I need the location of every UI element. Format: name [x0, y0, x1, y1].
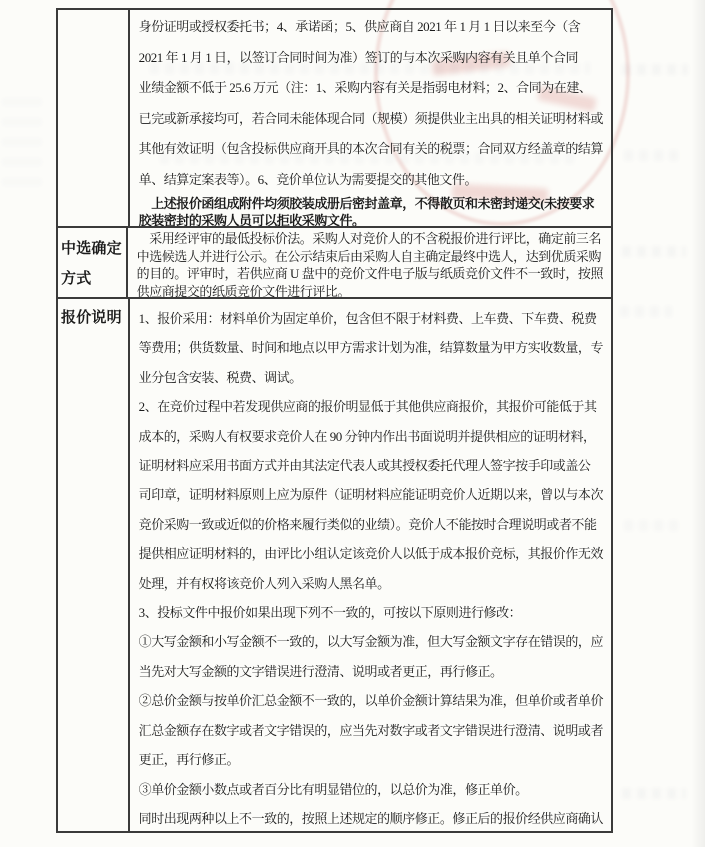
text-line: 供应商提交的纸质竞价文件进行评比。 [136, 283, 351, 299]
text-line: 已完或新承接均可，若合同未能体现合同（规模）须提供业主出具的相关证明材料或 [138, 110, 603, 126]
bleed-through-artifact [622, 246, 686, 257]
scan-edge-shade [691, 0, 705, 847]
text-line: 1、报价采用：材料单价为固定单价，包含但不限于材料费、上车费、下车费、税费 [138, 311, 597, 326]
bleed-through-artifact [624, 150, 684, 161]
paragraph-block-bold [139, 195, 603, 229]
bleed-through-artifact [2, 96, 42, 186]
text-line: 中选候选人并进行公示。在公示结束后由采购人自主确定最终中选人，达到优质采购 [136, 248, 602, 264]
row-content-cell [130, 299, 611, 833]
text-line: 同时出现两种以上不一致的，按照上述规定的顺序修正。修正后的报价经供应商确认 [138, 810, 603, 826]
bleed-through-artifact [620, 306, 672, 317]
procurement-table [56, 8, 613, 833]
paragraph-block [139, 304, 603, 833]
text-line: 2021 年 1 月 1 日，以签订合同时间为准）签订的与本次采购内容有关且单个合同 [138, 49, 578, 65]
row-content-cell [130, 10, 611, 226]
text-line: 单、结算定案表等）。6、竞价单位认为需要提交的其他文件。 [138, 171, 478, 187]
text-line: 提供相应证明材料的，由评比小组认定该竞价人以低于成本报价竞标，其报价作无效 [138, 546, 603, 562]
text-line: 业绩金额不低于 25.6 万元（注：1、采购内容有关是指弱电材料；2、合同为在建、 [138, 80, 592, 95]
text-line: 身份证明或授权委托书；4、承诺函；5、供应商自 2021 年 1 月 1 日以来至今（含 [138, 19, 581, 34]
text-line: 胶装密封的采购人员可以拒收采购文件。 [138, 213, 365, 228]
text-line: 当先对大写金额的文字错误进行澄清、说明或者更正，再行修正。 [138, 663, 503, 679]
text-line: 上述报价函组成附件均须胶装成册后密封盖章，不得散页和未密封递交(未按要求 [138, 196, 595, 211]
text-line: 证明材料应采用书面方式并由其法定代表人或其授权委托代理人签字按手印或盖公 [138, 458, 591, 474]
text-line: 成本的，采购人有权要求竞价人在 90 分钟内作出书面说明并提供相应的证明材料， [138, 428, 596, 444]
bleed-through-artifact [622, 64, 688, 75]
text-line: 采用经评审的最低投标价法。采购人对竞价人的不含税报价进行评比，确定前三名 [136, 231, 602, 246]
text-line: 的目的。评审时，若供应商 U 盘中的竞价文件电子版与纸质竞价文件不一致时，按照 [136, 266, 603, 281]
text-line: 其他有效证明（包含投标供应商开具的本次合同有关的税票；合同双方经盖章的结算 [138, 141, 603, 156]
text-line: 处理，并有权将该竞价人列入采购人黑名单。 [138, 575, 390, 591]
row-content-cell [128, 228, 611, 297]
text-line: 竞价采购一致或近似的价格来履行类似的业绩）。竞价人不能按时合理说明或者不能 [138, 516, 597, 532]
text-line: 3、投标文件中报价如果出现下列不一致的，可按以下原则进行修改： [138, 605, 522, 621]
paragraph-block [137, 230, 603, 300]
bleed-through-artifact [622, 788, 686, 799]
text-line: 司印章，证明材料原则上应为原件（证明材料应能证明竞价人近期以来，曾以与本次 [138, 487, 603, 503]
row-label-cell: 中选确定方式 [58, 228, 128, 297]
table-row-selection-method [58, 226, 611, 297]
text-line: ③单价金额小数点或者百分比有明显错位的，以总价为准，修正单价。 [138, 781, 528, 797]
bleed-through-artifact [624, 520, 682, 531]
table-row-quote-notes [58, 297, 611, 833]
text-line: 2、在竞价过程中若发现供应商的报价明显低于其他供应商报价，其报价可能低于其 [138, 399, 597, 415]
row-label-cell: 报价说明 [58, 299, 130, 833]
table-row-continuation [58, 10, 611, 226]
text-line: 业分包含安装、税费、调试。 [138, 369, 302, 385]
paragraph-block [139, 12, 603, 195]
text-line: ②总价金额与按单价汇总金额不一致的，以单价金额计算结果为准，但单价或者单价 [138, 693, 603, 709]
text-line: 汇总金额存在数字或者文字错误的，应当先对数字或者文字错误进行澄清、说明或者 [138, 722, 603, 738]
row-label-cell [58, 10, 130, 226]
text-line: 更正，再行修正。 [138, 752, 240, 768]
text-line: ①大写金额和小写金额不一致的，以大写金额为准，但大写金额文字存在错误的，应 [138, 634, 603, 650]
text-line: 等费用；供货数量、时间和地点以甲方需求计划为准，结算数量为甲方实收数量，专 [138, 340, 603, 356]
